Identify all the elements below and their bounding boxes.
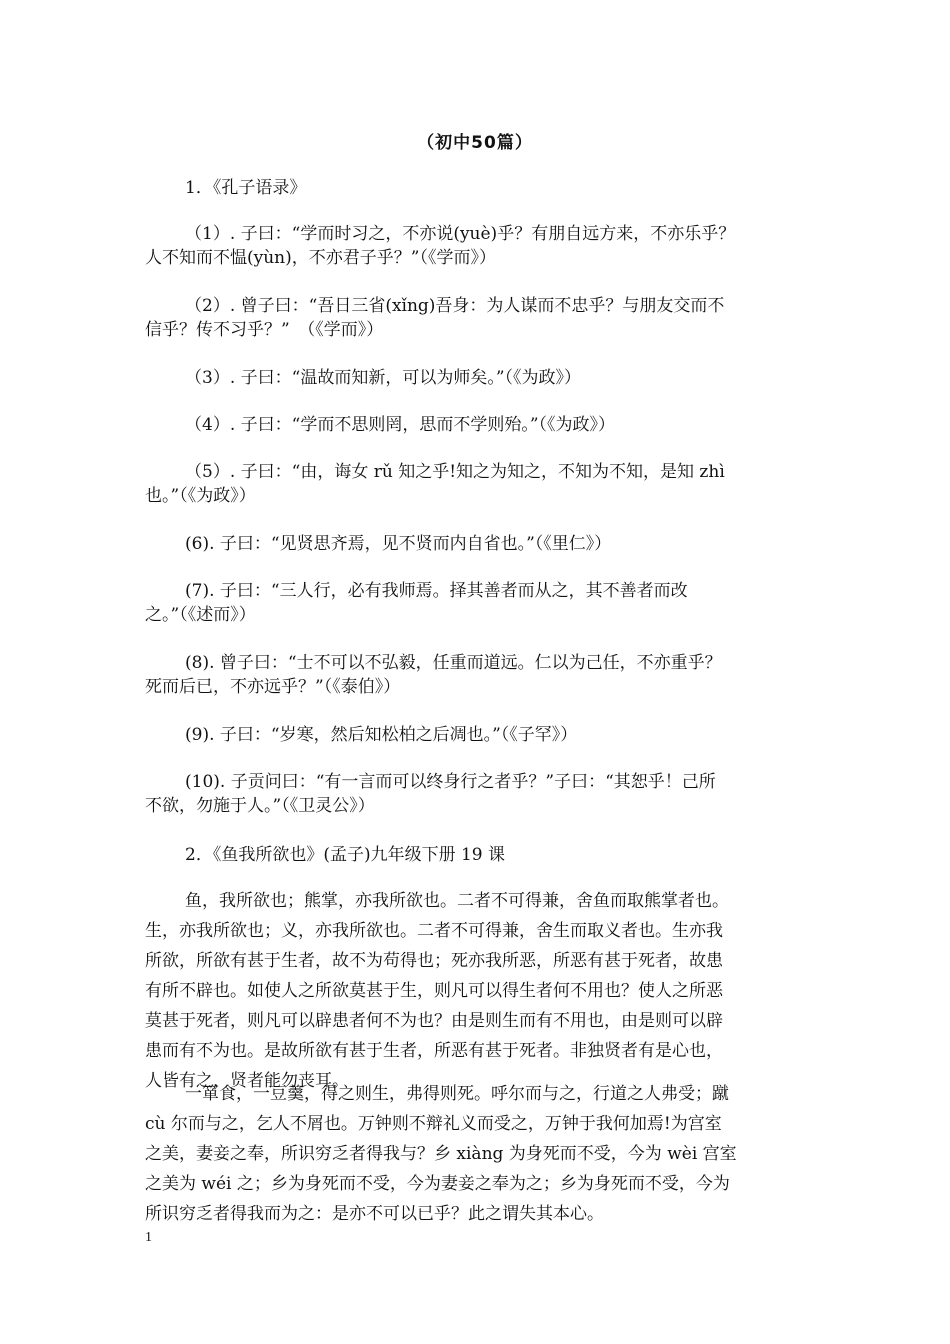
analects-item-4: [145, 413, 805, 437]
item-line: (8). 曾子曰：“士不可以不弘毅，任重而道远。仁以为己任，不亦重乎？: [185, 653, 722, 673]
section-heading-mencius: [145, 843, 805, 867]
item-line: 不欲，勿施于人。”（《卫灵公》）: [145, 796, 375, 816]
paragraph-line: 所识穷乏者得我而为之：是亦不可以已乎？此之谓失其本心。: [145, 1204, 604, 1224]
item-line: 死而后已，不亦远乎？”（《泰伯》）: [145, 677, 401, 697]
paragraph-line: 莫甚于死者，则凡可以辟患者何不为也？由是则生而有不用也，由是则可以辟: [145, 1011, 723, 1031]
page-number: 1: [145, 1230, 152, 1245]
item-line: (10). 子贡问曰：“有一言而可以终身行之者乎？”子曰：“其恕乎！己所: [185, 772, 716, 792]
item-line: （4）. 子曰：“学而不思则罔，思而不学则殆。”（《为政》）: [185, 415, 616, 435]
item-line: （3）. 子曰：“温故而知新，可以为师矣。”（《为政》）: [185, 368, 582, 388]
item-line: (9). 子曰：“岁寒，然后知松柏之后凋也。”（《子罕》）: [185, 725, 578, 745]
paragraph-line: 生，亦我所欲也；义，亦我所欲也。二者不可得兼，舍生而取义者也。生亦我: [145, 921, 723, 941]
section-heading-text: 1．《孔子语录》: [185, 178, 307, 198]
item-line: 之。”（《述而》）: [145, 605, 256, 625]
analects-item-9: [145, 723, 805, 747]
item-line: (7). 子曰：“三人行，必有我师焉。择其善者而从之，其不善者而改: [185, 581, 688, 601]
paragraph-line: 之美为 wéi 之；乡为身死而不受，今为妻妾之奉为之；乡为身死而不受，今为: [145, 1174, 730, 1194]
analects-item-3: [145, 366, 805, 390]
paragraph-line: 患而有不为也。是故所欲有甚于生者，所恶有甚于死者。非独贤者有是心也，: [145, 1041, 723, 1061]
item-line: （5）. 子曰：“由，诲女 rǔ 知之乎!知之为知之，不知为不知，是知 zhì: [185, 462, 725, 482]
item-line: 信乎？传不习乎？” （《学而》）: [145, 320, 384, 340]
section-heading-confucius: [145, 176, 805, 200]
item-line: （2）. 曾子曰：“吾日三省(xǐng)吾身：为人谋而不忠乎？与朋友交而不: [185, 296, 725, 316]
item-line: 也。”（《为政》）: [145, 486, 256, 506]
page-title: （初中50篇）: [417, 133, 533, 153]
item-line: (6). 子曰：“见贤思齐焉，见不贤而内自省也。”（《里仁》）: [185, 534, 612, 554]
analects-item-10: [145, 770, 805, 818]
paragraph-line: cù 尔而与之，乞人不屑也。万钟则不辩礼义而受之，万钟于我何加焉!为宫室: [145, 1114, 722, 1134]
analects-item-6: [145, 532, 805, 556]
paragraph-line: 人皆有之，贤者能勿丧耳。: [145, 1071, 349, 1091]
analects-item-1: [145, 222, 805, 270]
paragraph-line: 一箪食，一豆羹，得之则生，弗得则死。呼尔而与之，行道之人弗受；蹴: [185, 1084, 729, 1104]
item-line: （1）. 子曰：“学而时习之，不亦说(yuè)乎？有朋自远方来，不亦乐乎？: [185, 224, 736, 244]
paragraph-line: 之美，妻妾之奉，所识穷乏者得我与？乡 xiàng 为身死而不受，今为 wèi 宫室: [145, 1144, 737, 1164]
mencius-paragraph-1: [145, 886, 805, 1096]
analects-item-7: [145, 579, 805, 627]
paragraph-line: 鱼，我所欲也；熊掌，亦我所欲也。二者不可得兼，舍鱼而取熊掌者也。: [185, 891, 729, 911]
mencius-paragraph-2: [145, 1079, 805, 1229]
analects-item-8: [145, 651, 805, 699]
paragraph-line: 有所不辟也。如使人之所欲莫甚于生，则凡可以得生者何不用也？使人之所恶: [145, 981, 723, 1001]
analects-item-5: [145, 460, 805, 508]
item-line: 人不知而不愠(yùn)，不亦君子乎？”（《学而》）: [145, 248, 496, 268]
analects-item-2: [145, 294, 805, 342]
paragraph-line: 所欲，所欲有甚于生者，故不为苟得也；死亦我所恶，所恶有甚于死者，故患: [145, 951, 723, 971]
section-heading-text: 2．《鱼我所欲也》(孟子)九年级下册 19 课: [185, 845, 506, 865]
